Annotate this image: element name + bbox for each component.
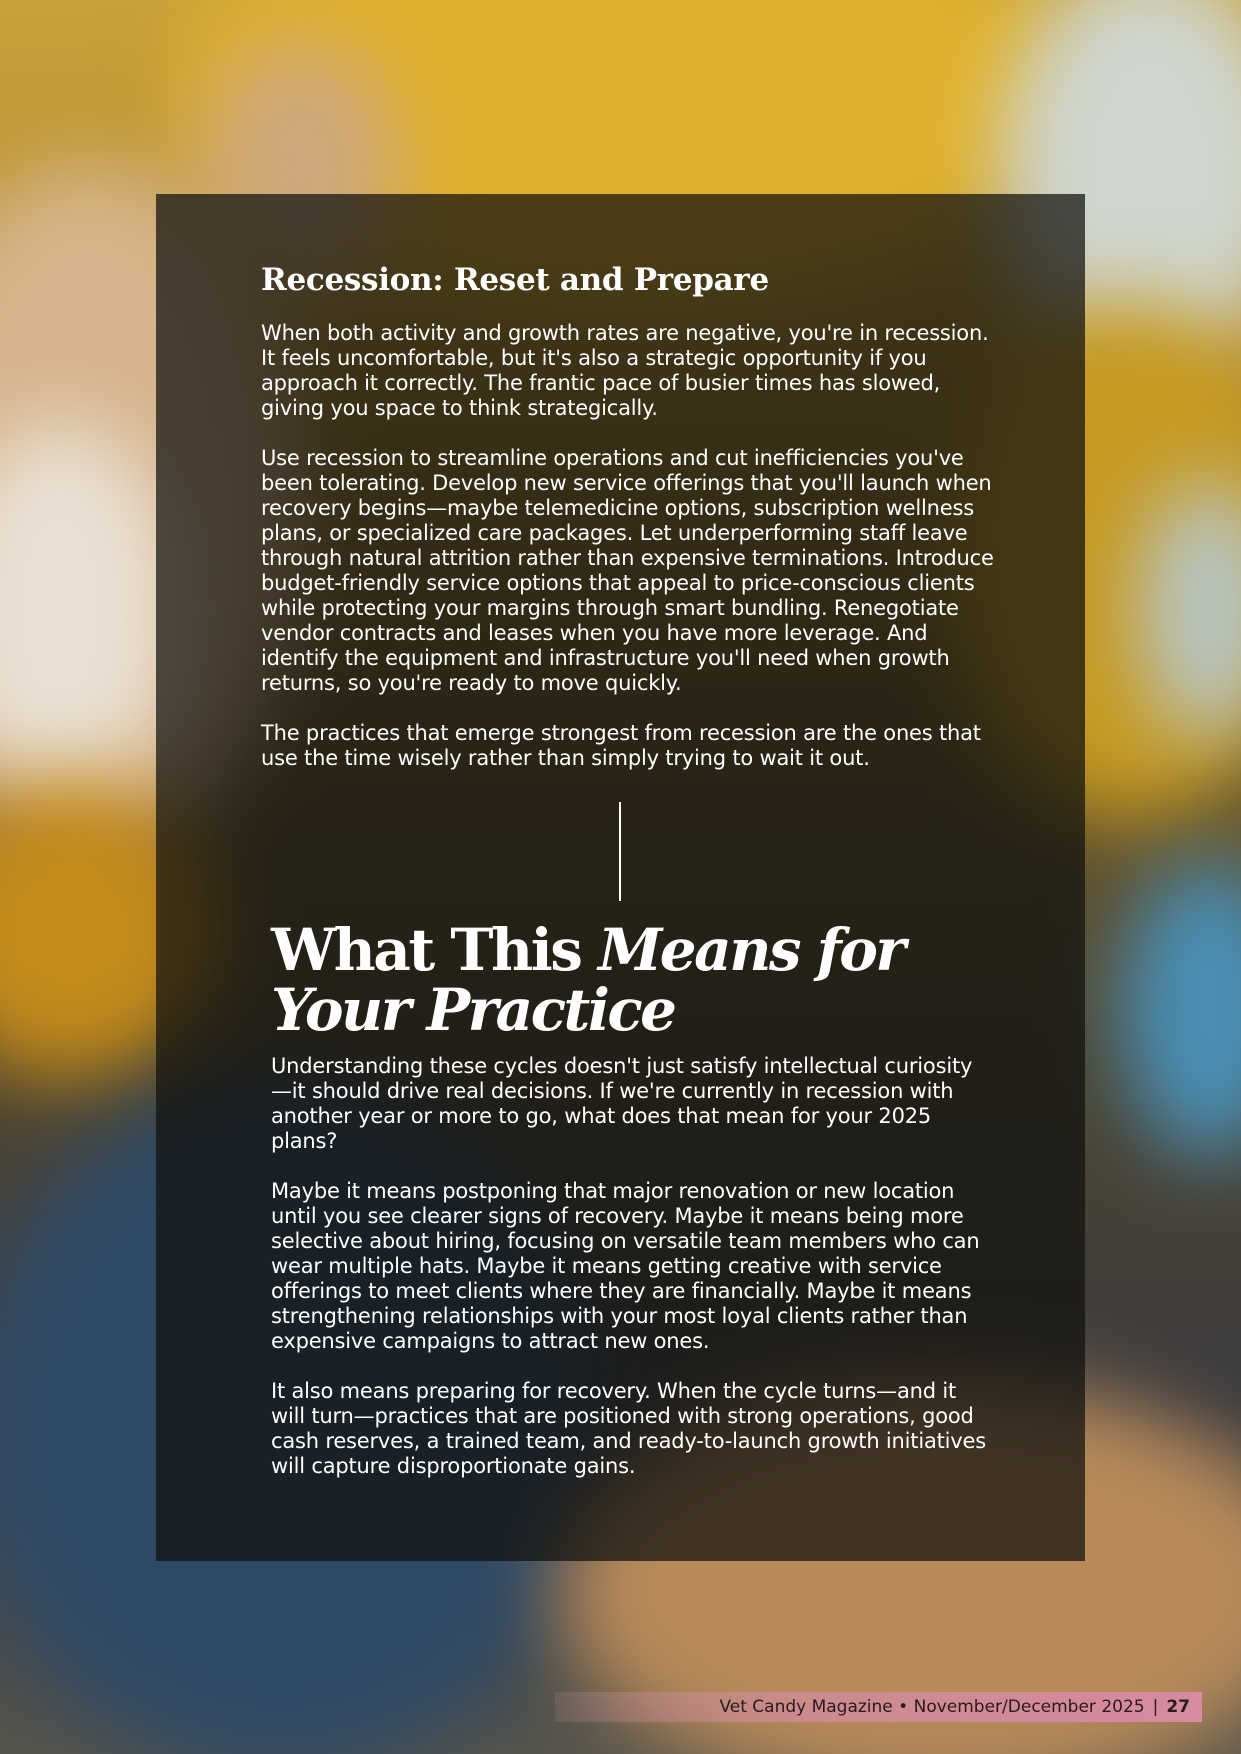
section-heading: Recession: Reset and Prepare — [261, 262, 769, 298]
photo-region-blue-card — [1120, 860, 1241, 1160]
paragraph: Use recession to streamline operations and cut inefficiencies you've been tolerating. Develop new service offerings that you'll launch when recovery begins—maybe telemedicine options, subscription wellness plans, or specialized care packages. Let underperforming staff leave through natural attrition rather than expensive terminations. Introduce budget-friendly service options that appeal to price-conscious clients while protecting your margins through smart bundling. Renegotiate vendor contracts and leases when you have more leverage. And identify the equipment and infrastructure you'll need when growth returns, so you're ready to move quickly. — [261, 446, 994, 696]
feature-heading — [271, 916, 991, 1044]
paragraph: The practices that emerge strongest from recession are the ones that use the time wisely rather than simply trying to wait it out. — [261, 721, 981, 771]
feature-heading-plain: What This — [271, 916, 599, 984]
vertical-divider — [619, 802, 621, 901]
footer-publication: Vet Candy Magazine • November/December 2025 — [719, 1697, 1145, 1717]
page-number: 27 — [1166, 1697, 1190, 1717]
paragraph: Understanding these cycles doesn't just satisfy intellectual curiosity—it should drive real decisions. If we're currently in recession with another year or more to go, what does that mean for your 2025 plans? — [271, 1054, 973, 1153]
paragraph: When both activity and growth rates are negative, you're in recession. It feels uncomfortable, but it's also a strategic opportunity if you approach it correctly. The frantic pace of busier times has slowed, giving you space to think strategically. — [261, 321, 989, 421]
paragraph: It also means preparing for recovery. When the cycle turns—and it will turn—practices that are positioned with strong operations, good cash reserves, a trained team, and ready-to-launch growth initiatives will capture disproportionate gains. — [271, 1379, 986, 1478]
section-recession — [261, 262, 1001, 796]
section-what-this-means — [271, 916, 991, 1504]
paragraph: Maybe it means postponing that major renovation or new location until you see clearer signs of recovery. Maybe it means being more selective about hiring, focusing on versatile team members who can wear multiple hats. Maybe it means getting creative with service offerings to meet clients where they are financially. Maybe it means strengthening relationships with your most loyal clients rather than expensive campaigns to attract new ones. — [271, 1179, 980, 1353]
page-footer — [555, 1692, 1202, 1722]
feature-heading-italic-1: Means for — [598, 916, 904, 984]
footer-separator: | — [1152, 1697, 1159, 1717]
feature-heading-italic-2: Your Practice — [271, 976, 675, 1044]
